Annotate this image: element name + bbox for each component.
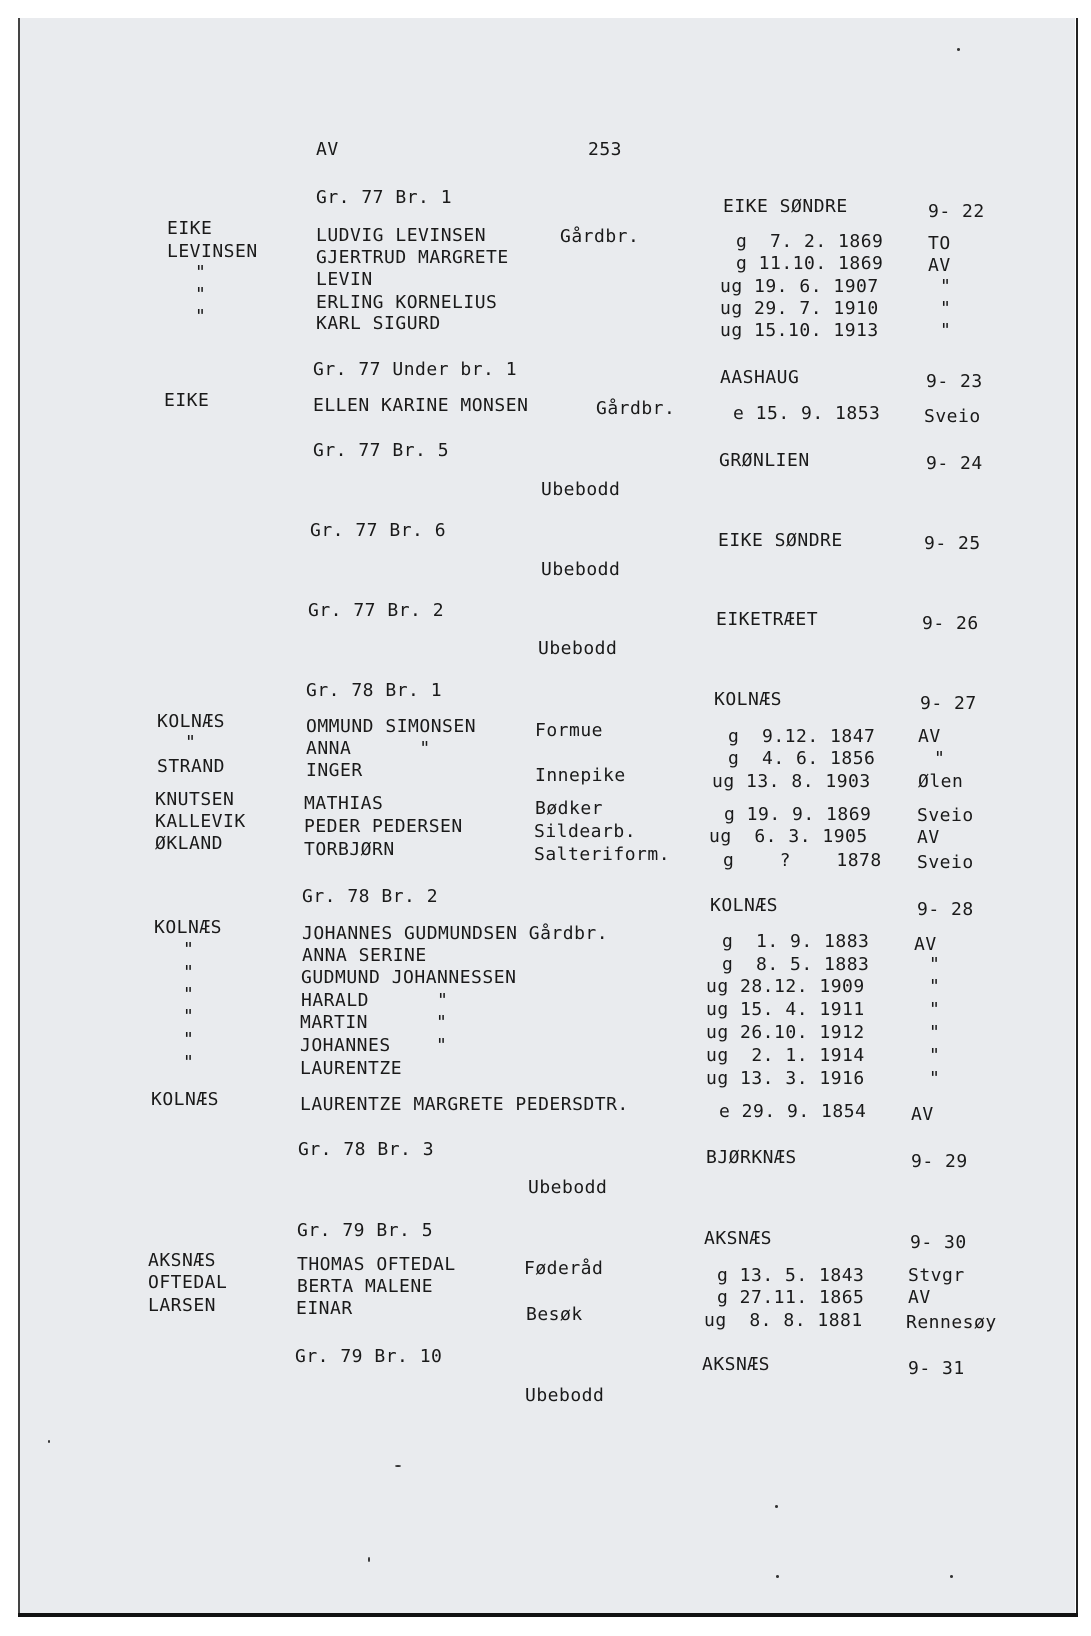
farm-name: KOLNÆS	[714, 689, 783, 710]
person-name: ANNA SERINE	[302, 945, 427, 966]
person-name: LAURENTZE MARGRETE PEDERSDTR.	[300, 1094, 629, 1115]
person-occupation: Sildearb.	[534, 821, 637, 842]
person-place: TO	[928, 233, 951, 254]
gr-br-heading: Gr. 79 Br. 10	[295, 1346, 443, 1367]
gr-br-heading: Gr. 78 Br. 1	[306, 680, 443, 701]
scan-speck	[950, 1575, 953, 1578]
person-surname: KNUTSEN	[155, 789, 235, 810]
farm-ref: 9- 27	[920, 693, 977, 714]
farm-ref: 9- 29	[911, 1151, 968, 1172]
scan-speck	[48, 1440, 50, 1443]
person-name: HARALD "	[301, 990, 449, 1011]
farm-name: EIKE SØNDRE	[723, 196, 848, 217]
parish-code: AV	[316, 139, 339, 160]
person-date: ug 26.10. 1912	[706, 1022, 865, 1043]
person-date: g 1. 9. 1883	[722, 931, 870, 952]
person-place: AV	[911, 1104, 934, 1125]
person-surname: ØKLAND	[155, 833, 224, 854]
person-name: LAURENTZE	[300, 1058, 403, 1079]
person-date: ug 15.10. 1913	[720, 320, 879, 341]
person-name: BERTA MALENE	[297, 1276, 434, 1297]
person-occupation: Bødker	[535, 798, 604, 819]
farm-name: GRØNLIEN	[719, 450, 810, 471]
farm-ref: 9- 31	[908, 1358, 965, 1379]
uninhabited-status: Ubebodd	[538, 638, 618, 659]
farm-name: BJØRKNÆS	[706, 1147, 797, 1168]
person-place: AV	[917, 827, 940, 848]
person-surname: LEVINSEN	[167, 241, 258, 262]
farm-name: EIKE SØNDRE	[718, 530, 843, 551]
person-place: "	[929, 976, 941, 997]
person-name: GUDMUND JOHANNESSEN	[301, 967, 517, 988]
person-surname: EIKE	[164, 390, 210, 411]
person-occupation: Gårdbr.	[596, 398, 676, 419]
person-name: OMMUND SIMONSEN	[306, 716, 477, 737]
farm-ref: 9- 23	[926, 371, 983, 392]
farm-ref: 9- 24	[926, 453, 983, 474]
person-name: ANNA "	[306, 738, 431, 759]
person-place: "	[929, 1022, 941, 1043]
person-surname: KALLEVIK	[155, 811, 246, 832]
person-date: e 15. 9. 1853	[733, 403, 881, 424]
person-surname: "	[183, 962, 195, 983]
person-place: "	[940, 320, 952, 341]
person-name: LEVIN	[316, 269, 373, 290]
person-name: TORBJØRN	[304, 839, 395, 860]
scan-speck	[957, 48, 960, 51]
farm-name: AKSNÆS	[702, 1354, 771, 1375]
farm-name: EIKETRÆET	[716, 609, 819, 630]
person-date: g 13. 5. 1843	[717, 1265, 865, 1286]
person-place: Stvgr	[908, 1265, 965, 1286]
person-place: AV	[918, 726, 941, 747]
page-edge-right	[1076, 18, 1078, 1616]
gr-br-heading: Gr. 78 Br. 3	[298, 1139, 435, 1160]
person-place: "	[929, 1068, 941, 1089]
person-place: Rennesøy	[906, 1312, 997, 1333]
person-name: ERLING KORNELIUS	[316, 292, 498, 313]
person-name: EINAR	[296, 1298, 353, 1319]
gr-br-heading: Gr. 77 Br. 2	[308, 600, 445, 621]
person-date: g 4. 6. 1856	[728, 748, 876, 769]
person-surname: "	[183, 1052, 195, 1073]
scan-speck	[776, 1575, 779, 1578]
farm-ref: 9- 26	[922, 613, 979, 634]
person-date: ug 19. 6. 1907	[720, 276, 879, 297]
person-surname: AKSNÆS	[148, 1250, 217, 1271]
person-place: Sveio	[917, 805, 974, 826]
person-date: ug 2. 1. 1914	[706, 1045, 865, 1066]
person-surname: "	[195, 284, 207, 305]
uninhabited-status: Ubebodd	[525, 1385, 605, 1406]
person-surname: "	[183, 1006, 195, 1027]
person-name: MATHIAS	[304, 793, 384, 814]
person-name: LUDVIG LEVINSEN	[316, 225, 487, 246]
person-surname: STRAND	[157, 756, 226, 777]
person-name: THOMAS OFTEDAL	[297, 1254, 456, 1275]
scan-speck	[368, 1557, 370, 1562]
person-place: "	[929, 1045, 941, 1066]
person-date: g ? 1878	[723, 850, 882, 871]
person-place: AV	[908, 1287, 931, 1308]
person-date: ug 8. 8. 1881	[704, 1310, 863, 1331]
person-date: g 9.12. 1847	[728, 726, 876, 747]
person-date: ug 6. 3. 1905	[709, 826, 868, 847]
uninhabited-status: Ubebodd	[541, 559, 621, 580]
person-place: "	[929, 999, 941, 1020]
person-name: PEDER PEDERSEN	[304, 816, 463, 837]
person-date: g 27.11. 1865	[717, 1287, 865, 1308]
gr-br-heading: Gr. 79 Br. 5	[297, 1220, 434, 1241]
person-date: g 7. 2. 1869	[736, 231, 884, 252]
person-date: e 29. 9. 1854	[719, 1101, 867, 1122]
uninhabited-status: Ubebodd	[541, 479, 621, 500]
farm-name: KOLNÆS	[710, 895, 779, 916]
page-number: 253	[588, 139, 623, 160]
person-place: Sveio	[917, 852, 974, 873]
gr-br-heading: Gr. 77 Under br. 1	[313, 359, 518, 380]
farm-name: AKSNÆS	[704, 1228, 773, 1249]
person-name: JOHANNES "	[300, 1035, 448, 1056]
farm-name: AASHAUG	[720, 367, 800, 388]
person-occupation: Føderåd	[524, 1258, 604, 1279]
scan-speck	[775, 1505, 778, 1508]
person-occupation: Formue	[535, 720, 604, 741]
gr-br-heading: Gr. 78 Br. 2	[302, 886, 439, 907]
person-place: "	[929, 954, 941, 975]
person-surname: "	[183, 939, 195, 960]
person-name: MARTIN "	[300, 1012, 448, 1033]
person-place: Sveio	[924, 406, 981, 427]
person-place: "	[940, 276, 952, 297]
person-surname: "	[183, 1029, 195, 1050]
person-date: ug 13. 8. 1903	[712, 771, 871, 792]
person-surname: "	[195, 306, 207, 327]
person-date: ug 28.12. 1909	[706, 976, 865, 997]
person-name: KARL SIGURD	[316, 313, 441, 334]
farm-ref: 9- 25	[924, 533, 981, 554]
person-date: ug 29. 7. 1910	[720, 298, 879, 319]
person-surname: "	[185, 732, 197, 753]
person-surname: EIKE	[167, 218, 213, 239]
person-name: ELLEN KARINE MONSEN	[313, 395, 529, 416]
person-date: ug 13. 3. 1916	[706, 1068, 865, 1089]
person-date: g 19. 9. 1869	[724, 804, 872, 825]
gr-br-heading: Gr. 77 Br. 5	[313, 440, 450, 461]
person-place: AV	[928, 255, 951, 276]
uninhabited-status: Ubebodd	[528, 1177, 608, 1198]
person-surname: "	[183, 984, 195, 1005]
gr-br-heading: Gr. 77 Br. 6	[310, 520, 447, 541]
person-name: INGER	[306, 760, 363, 781]
person-date: g 11.10. 1869	[736, 253, 884, 274]
person-surname: KOLNÆS	[154, 917, 223, 938]
gr-br-heading: Gr. 77 Br. 1	[316, 187, 453, 208]
person-surname: KOLNÆS	[157, 711, 226, 732]
person-occupation: Innepike	[535, 765, 626, 786]
scan-speck	[395, 1465, 401, 1467]
person-place: AV	[914, 934, 937, 955]
person-occupation: Besøk	[526, 1304, 583, 1325]
farm-ref: 9- 28	[917, 899, 974, 920]
person-surname: OFTEDAL	[148, 1272, 228, 1293]
person-date: g 8. 5. 1883	[722, 954, 870, 975]
person-occupation: Gårdbr.	[560, 226, 640, 247]
page-edge-bottom	[18, 1613, 1078, 1617]
person-date: ug 15. 4. 1911	[706, 999, 865, 1020]
person-place: "	[934, 748, 946, 769]
person-surname: KOLNÆS	[151, 1089, 220, 1110]
person-place: Ølen	[918, 771, 964, 792]
person-surname: LARSEN	[148, 1295, 217, 1316]
farm-ref: 9- 22	[928, 201, 985, 222]
person-surname: "	[195, 262, 207, 283]
person-place: "	[940, 298, 952, 319]
person-name: JOHANNES GUDMUNDSEN Gårdbr.	[302, 923, 609, 944]
person-occupation: Salteriform.	[534, 844, 671, 865]
person-name: GJERTRUD MARGRETE	[316, 247, 509, 268]
farm-ref: 9- 30	[910, 1232, 967, 1253]
